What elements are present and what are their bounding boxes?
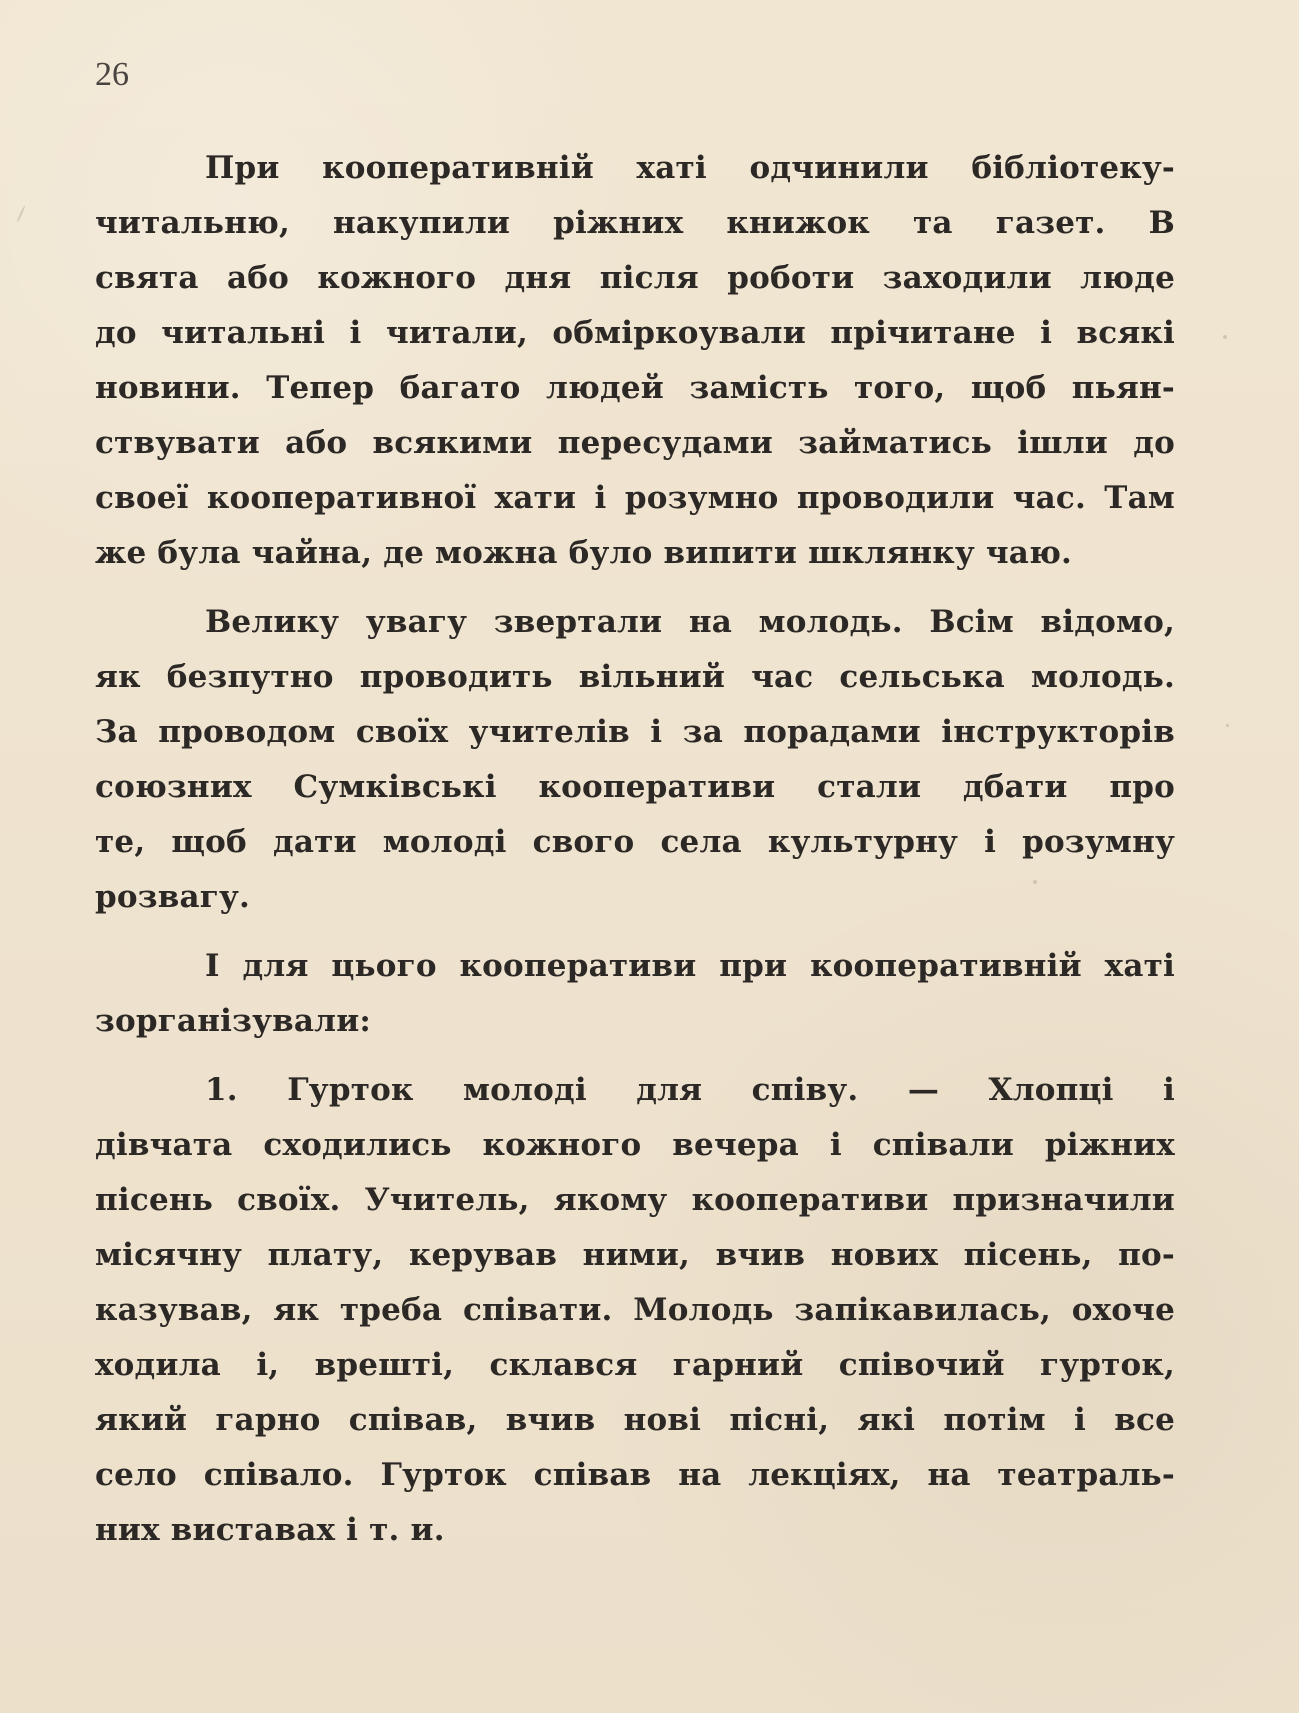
paragraph-2-line-3: За проводом своїх учителів і за порадами інструкторів — [95, 714, 1175, 750]
paragraph-2-line-6: розвагу. — [95, 879, 250, 915]
paragraph-spacer — [95, 581, 1175, 595]
paragraph-2-line-4: союзних Сумківські кооперативи стали дбати про — [95, 769, 1175, 805]
paragraph-1-line-6: ствувати або всякими пересудами займатись ішли до — [95, 425, 1175, 461]
paragraph-2-line-2: як безпутно проводить вільний час сельська молодь. — [95, 659, 1175, 695]
paragraph-1-line-5: новини. Тепер багато людей замість того, щоб пьян- — [95, 370, 1175, 406]
paragraph-4-line-3: пісень своїх. Учитель, якому кооперативи призначили — [95, 1182, 1175, 1218]
paper-mark — [1226, 724, 1229, 727]
paragraph-1-line-4: до читальні і читали, обміркоували прічитане і всякі — [95, 315, 1175, 351]
paper-mark — [16, 205, 25, 222]
paragraph-4-line-4: місячну плату, керував ними, вчив нових пісень, по- — [95, 1237, 1175, 1273]
paragraph-4-line-7: який гарно співав, вчив нові пісні, які потім і все — [95, 1402, 1175, 1438]
paper-mark — [1223, 335, 1227, 339]
paragraph-2-line-1: Велику увагу звертали на молодь. Всім відомо, — [205, 604, 1175, 640]
paragraph-4-line-1: 1. Гурток молоді для співу. — Хлопці і — [205, 1072, 1175, 1108]
paragraph-1-line-1: При кооперативній хаті одчинили бібліотеку- — [205, 150, 1175, 186]
paragraph-3-line-2: зорганізували: — [95, 1003, 372, 1039]
paper-mark — [1033, 880, 1037, 884]
paragraph-1-line-3: свята або кожного дня після роботи заходили люде — [95, 260, 1175, 296]
paragraph-3-line-1: І для цього кооперативи при кооперативній хаті — [205, 948, 1175, 984]
paragraph-1-line-8: же була чайна, де можна було випити шклянку чаю. — [95, 535, 1073, 571]
page-number: 26 — [95, 56, 129, 93]
paragraph-4-line-8: село співало. Гурток співав на лекціях, на театраль- — [95, 1457, 1175, 1493]
paragraph-spacer — [95, 1049, 1175, 1063]
paragraph-4-line-6: ходила і, врешті, склався гарний співочий гурток, — [95, 1347, 1175, 1383]
paragraph-4-line-5: казував, як треба співати. Молодь запікавилась, охоче — [95, 1292, 1175, 1328]
body-text — [95, 141, 1175, 1558]
paragraph-1-line-7: своеї кооперативної хати і розумно проводили час. Там — [95, 480, 1175, 516]
paragraph-4-line-9: них виставах і т. и. — [95, 1512, 445, 1548]
paragraph-4-line-2: дівчата сходились кожного вечера і співали ріжних — [95, 1127, 1175, 1163]
paragraph-2-line-5: те, щоб дати молоді свого села культурну і розумну — [95, 824, 1175, 860]
paragraph-1-line-2: читальню, накупили ріжних книжок та газет. В — [95, 205, 1175, 241]
paragraph-spacer — [95, 925, 1175, 939]
